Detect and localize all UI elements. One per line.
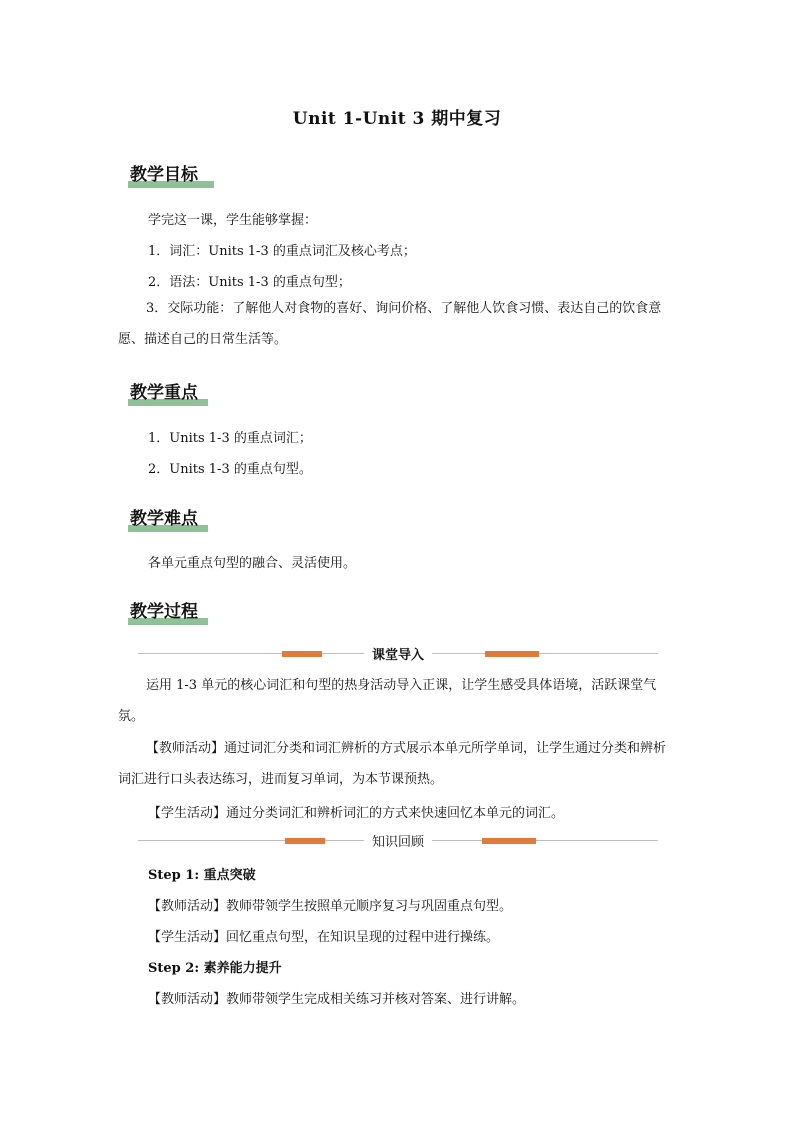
objectives-intro: 学完这一课，学生能够掌握： — [148, 213, 318, 228]
section-heading-difficulties — [128, 504, 198, 530]
key-point-item-1: 1．Units 1-3 的重点词汇； — [148, 431, 312, 446]
divider-class-intro — [138, 644, 658, 664]
step-2-teacher: 【教师活动】教师带领学生完成相关练习并核对答案、进行讲解。 — [148, 992, 526, 1007]
divider-knowledge-review — [138, 831, 658, 851]
heading-text: 教学目标 — [130, 165, 198, 185]
page-title: Unit 1-Unit 3 期中复习 — [292, 109, 502, 129]
section-heading-key-points — [128, 378, 198, 404]
objective-item-2: 2．语法：Units 1-3 的重点句型； — [148, 275, 351, 290]
heading-text: 教学过程 — [130, 602, 198, 622]
section-heading-objectives — [128, 160, 198, 186]
step-1-teacher: 【教师活动】教师带领学生按照单元顺序复习与巩固重点句型。 — [148, 899, 513, 914]
heading-text: 教学难点 — [130, 509, 198, 529]
divider-label: 知识回顾 — [138, 831, 658, 850]
section-heading-process — [128, 597, 198, 623]
step-1-heading: Step 1: 重点突破 — [148, 868, 256, 883]
step-2-heading: Step 2: 素养能力提升 — [148, 961, 282, 976]
difficulties-text: 各单元重点句型的融合、灵活使用。 — [148, 556, 357, 571]
intro-paragraph-teacher: 【教师活动】通过词汇分类和词汇辨析的方式展示本单元所学单词，让学生通过分类和辨析词汇进行口头表达练习，进而复习单词，为本节课预热。 — [118, 741, 667, 787]
step-1-student: 【学生活动】回忆重点句型，在知识呈现的过程中进行操练。 — [148, 930, 500, 945]
intro-paragraph-student: 【学生活动】通过分类词汇和辨析词汇的方式来快速回忆本单元的词汇。 — [148, 806, 565, 821]
divider-label: 课堂导入 — [138, 644, 658, 663]
intro-paragraph-1: 运用 1-3 单元的核心词汇和句型的热身活动导入正课，让学生感受具体语境，活跃课堂气氛。 — [118, 678, 657, 724]
objective-item-3: 3．交际功能：了解他人对食物的喜好、询问价格、了解他人饮食习惯、表达自己的饮食意愿、描述自己的日常生活等。 — [118, 301, 662, 347]
heading-text: 教学重点 — [130, 383, 198, 403]
key-point-item-2: 2．Units 1-3 的重点句型。 — [148, 462, 312, 477]
objective-item-1: 1．词汇：Units 1-3 的重点词汇及核心考点； — [148, 244, 416, 259]
